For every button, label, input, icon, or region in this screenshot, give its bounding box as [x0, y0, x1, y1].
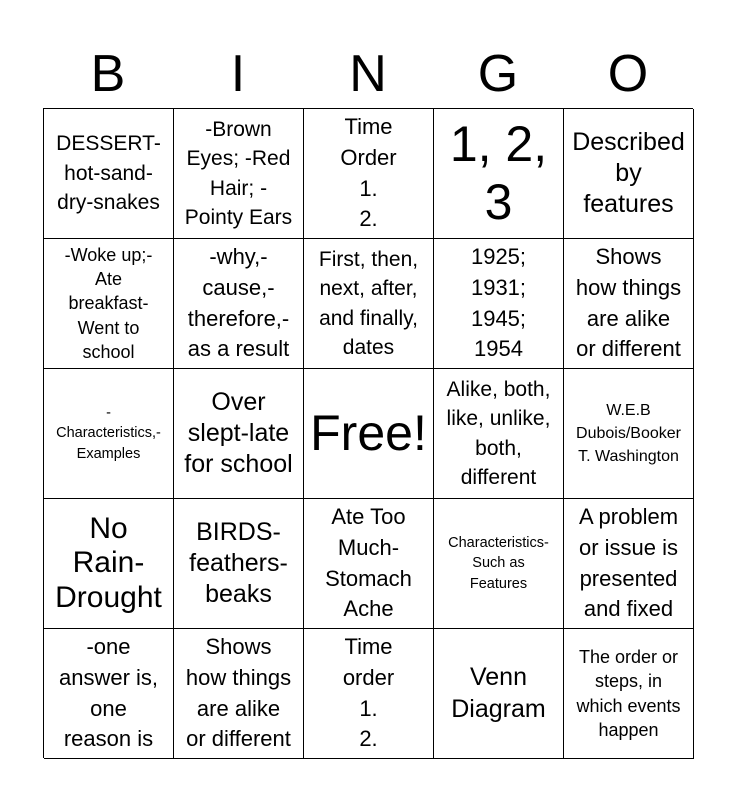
bingo-cell-r1-c3	[434, 239, 564, 369]
bingo-cell-r0-c0	[44, 109, 174, 239]
bingo-cell-r3-c0	[44, 499, 174, 629]
bingo-cell-r1-c4	[564, 239, 694, 369]
bingo-cell-r2-c1	[174, 369, 304, 499]
bingo-cell-r0-c1	[174, 109, 304, 239]
bingo-cell-r4-c3	[434, 629, 564, 759]
bingo-cell-r1-c2	[304, 239, 434, 369]
cell-text: Characteristics- Such as Features	[448, 535, 549, 592]
bingo-cell-r0-c2	[304, 109, 434, 239]
cell-text: -Woke up;- Ate breakfast- Went to school	[64, 244, 153, 362]
bingo-cell-r0-c4	[564, 109, 694, 239]
bingo-cell-r0-c3	[434, 109, 564, 239]
bingo-cell-r1-c0	[44, 239, 174, 369]
cell-text: -why,- cause,- therefore,- as a result	[187, 243, 290, 362]
cell-text: Time order 1. 2.	[342, 633, 395, 752]
bingo-cell-r4-c4	[564, 629, 694, 759]
cell-text: Described by features	[572, 127, 685, 219]
header-letter-i: I	[230, 45, 246, 103]
cell-text: W.E.B Dubois/Booker T. Washington	[576, 401, 681, 466]
bingo-cell-r4-c1	[174, 629, 304, 759]
cell-text: Alike, both, like, unlike, both, different	[446, 377, 551, 489]
bingo-cell-r2-c4	[564, 369, 694, 499]
bingo-cell-r4-c0	[44, 629, 174, 759]
cell-text: First, then, next, after, and finally, dates	[318, 247, 419, 359]
bingo-cell-r3-c4	[564, 499, 694, 629]
bingo-cell-r2-c0	[44, 369, 174, 499]
bingo-header	[43, 40, 693, 108]
cell-text: Venn Diagram	[451, 663, 546, 723]
cell-text: The order or steps, in which events happen	[576, 646, 681, 740]
cell-text: A problem or issue is presented and fixed	[578, 503, 679, 622]
bingo-cell-r3-c1	[174, 499, 304, 629]
bingo-cell-r2-c3	[434, 369, 564, 499]
cell-text: No Rain- Drought	[55, 511, 162, 614]
bingo-cell-r3-c3	[434, 499, 564, 629]
cell-text: Shows how things are alike or different	[185, 633, 292, 752]
cell-text: 1, 2, 3	[449, 116, 548, 230]
bingo-board	[43, 108, 693, 758]
bingo-cell-r3-c2	[304, 499, 434, 629]
bingo-cell-r2-c2-free-space	[304, 369, 434, 499]
cell-text: Ate Too Much- Stomach Ache	[325, 503, 412, 622]
cell-text: 1925; 1931; 1945; 1954	[470, 243, 527, 362]
cell-text: Shows how things are alike or different	[575, 243, 682, 362]
cell-text: DESSERT- hot-sand- dry-snakes	[56, 132, 161, 215]
cell-text: Free!	[310, 404, 427, 461]
bingo-cell-r4-c2	[304, 629, 434, 759]
cell-text: Over slept-late for school	[184, 387, 293, 479]
cell-text: BIRDS- feathers- beaks	[189, 517, 288, 609]
cell-text: - Characteristics,- Examples	[56, 405, 161, 462]
cell-text: Time Order 1. 2.	[340, 113, 397, 232]
cell-text: -one answer is, one reason is	[58, 633, 159, 752]
header-letter-g: G	[477, 45, 519, 103]
header-letter-b: B	[90, 45, 126, 103]
header-letter-n: N	[349, 45, 387, 103]
header-letter-o: O	[607, 45, 649, 103]
cell-text: -Brown Eyes; -Red Hair; - Pointy Ears	[184, 117, 293, 229]
bingo-cell-r1-c1	[174, 239, 304, 369]
